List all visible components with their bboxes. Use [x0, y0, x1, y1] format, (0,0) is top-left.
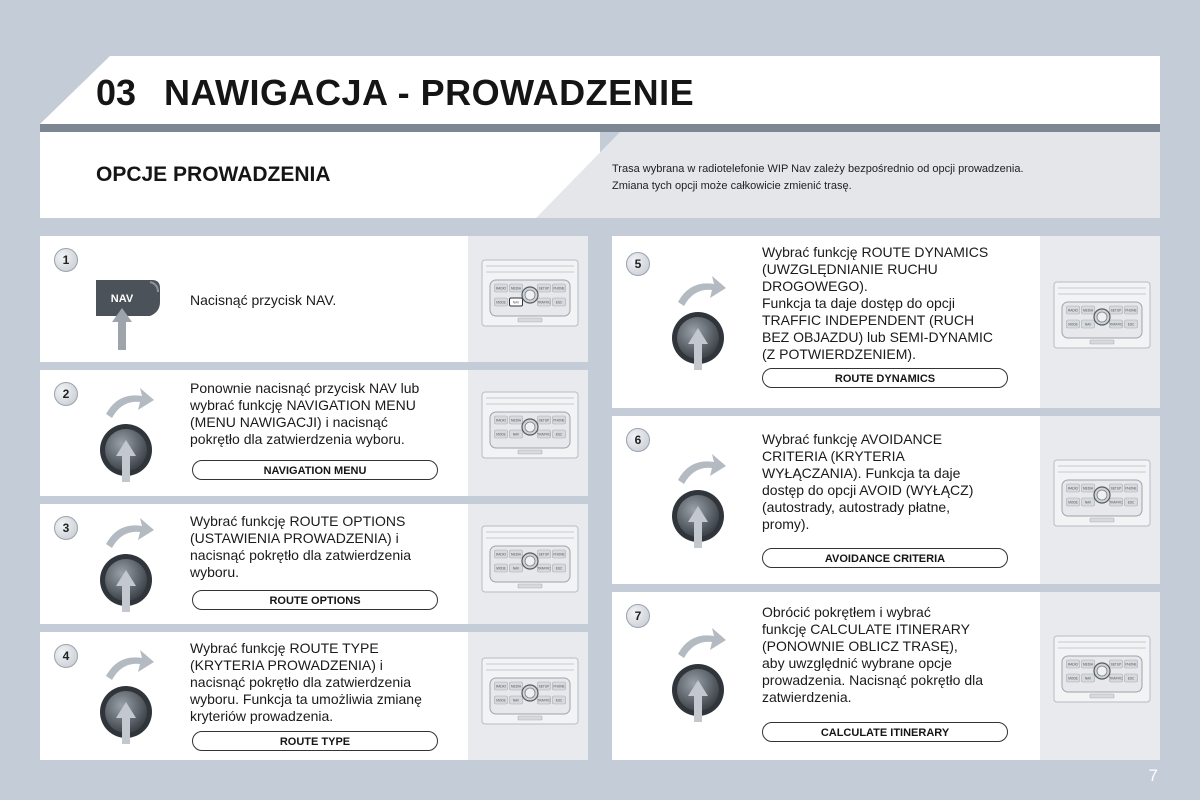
step-text-line: BEZ OBJAZDU) lub SEMI-DYNAMIC [762, 329, 994, 345]
step-card-1 [40, 236, 588, 362]
step-number-badge: 1 [54, 248, 78, 272]
radio-button-label: PHONE [1125, 308, 1137, 313]
step-text [190, 513, 465, 581]
radio-button-label: PHONE [553, 418, 565, 423]
step-text-line: Nacisnąć przycisk NAV. [190, 292, 337, 308]
radio-button-label: TRAFFIC [537, 432, 551, 437]
radio-unit-illustration [1052, 458, 1152, 528]
intro-text [612, 161, 1132, 195]
step-text-line: Obrócić pokrętłem i wybrać [762, 604, 931, 620]
radio-button-label: NAV [512, 698, 520, 703]
step-text-line: (USTAWIENIA PROWADZENIA) i [190, 530, 399, 546]
radio-button-label: PHONE [1125, 662, 1137, 667]
radio-panel [468, 632, 588, 760]
radio-button-label: SETUP [1110, 308, 1122, 313]
radio-button-label: PHONE [553, 286, 565, 291]
radio-button-label: MODE [496, 566, 506, 571]
radio-button-label: NAV [512, 432, 520, 437]
rotary-knob-icon [668, 624, 738, 724]
radio-button-label: NAV [1084, 500, 1092, 505]
radio-button-label: PHONE [553, 684, 565, 689]
radio-panel [1040, 236, 1160, 408]
step-text-line: aby uwzględnić wybrane opcje [762, 655, 952, 671]
radio-panel [1040, 592, 1160, 760]
step-text-line: (Z POTWIERDZENIEM). [762, 346, 916, 362]
radio-button-label: ESC [1127, 676, 1135, 681]
step-text-line: WYŁĄCZANIA). Funkcja ta daje [762, 465, 961, 481]
radio-button-label: RADIO [495, 552, 507, 557]
step-number-badge: 3 [54, 516, 78, 540]
menu-label-pill: AVOIDANCE CRITERIA [762, 548, 1008, 568]
rotary-knob-icon [96, 646, 166, 746]
radio-unit-illustration [480, 258, 580, 328]
chapter-number: 03 [96, 72, 137, 113]
rotate-arrow-icon [678, 454, 726, 484]
radio-button-label: MODE [1068, 322, 1078, 327]
radio-unit-illustration [1052, 280, 1152, 350]
menu-label-pill: NAVIGATION MENU [192, 460, 438, 480]
radio-button-label: RADIO [495, 286, 507, 291]
step-number-badge: 7 [626, 604, 650, 628]
step-text-line: zatwierdzenia. [762, 689, 852, 705]
radio-unit-illustration [480, 524, 580, 594]
step-text [762, 431, 1042, 533]
radio-panel [1040, 416, 1160, 584]
radio-panel [468, 236, 588, 362]
radio-button-label: ESC [555, 566, 563, 571]
step-text-line: promy). [762, 516, 810, 532]
step-text-line: Wybrać funkcję ROUTE TYPE [190, 640, 379, 656]
step-text-line: funkcję CALCULATE ITINERARY [762, 621, 970, 637]
radio-button-label: TRAFFIC [1109, 322, 1123, 327]
radio-button-label: TRAFFIC [537, 300, 551, 305]
step-text-line: Wybrać funkcję ROUTE DYNAMICS [762, 244, 989, 260]
step-text-line: nacisnąć pokrętło dla zatwierdzenia [190, 674, 412, 690]
radio-button-label: PHONE [1125, 486, 1137, 491]
radio-button-label: SETUP [538, 418, 550, 423]
section-title: OPCJE PROWADZENIA [96, 163, 331, 186]
page-title: NAWIGACJA - PROWADZENIE [164, 72, 695, 113]
title-divider [40, 124, 1160, 132]
radio-button-label: ESC [1127, 500, 1135, 505]
radio-button-label: PHONE [553, 552, 565, 557]
radio-unit-illustration [480, 656, 580, 726]
step-text [762, 244, 1042, 363]
rotary-knob-icon [96, 514, 166, 614]
rotary-knob-icon [96, 384, 166, 484]
rotate-arrow-icon [678, 276, 726, 306]
radio-button-label: ESC [555, 300, 563, 305]
radio-button-label: MEDIA [510, 286, 522, 291]
step-text-line: dostęp do opcji AVOID (WYŁĄCZ) [762, 482, 974, 498]
step-number-badge: 5 [626, 252, 650, 276]
radio-panel [468, 504, 588, 624]
step-text-line: (PONOWNIE OBLICZ TRASĘ), [762, 638, 958, 654]
radio-button-label: MEDIA [1082, 486, 1094, 491]
step-text-line: (autostrady, autostrady płatne, [762, 499, 951, 515]
radio-button-label: MEDIA [510, 552, 522, 557]
step-number-badge: 2 [54, 382, 78, 406]
step-card-4 [40, 632, 588, 760]
radio-button-label: TRAFFIC [1109, 500, 1123, 505]
step-text-line: (MENU NAWIGACJI) i nacisnąć [190, 414, 388, 430]
step-text-line: nacisnąć pokrętło dla zatwierdzenia [190, 547, 412, 563]
intro-line: Trasa wybrana w radiotelefonie WIP Nav zależy bezpośrednio od opcji prowadzenia. [612, 163, 1024, 175]
step-card-3 [40, 504, 588, 624]
step-card-6 [612, 416, 1160, 584]
radio-button-label: NAV [1084, 322, 1092, 327]
radio-button-label: TRAFFIC [537, 698, 551, 703]
rotate-arrow-icon [106, 650, 154, 680]
step-text-line: pokrętło dla zatwierdzenia wyboru. [190, 431, 405, 447]
step-number-badge: 6 [626, 428, 650, 452]
radio-button-label: TRAFFIC [537, 566, 551, 571]
step-number-badge: 4 [54, 644, 78, 668]
radio-button-label: MODE [1068, 676, 1078, 681]
radio-button-label: SETUP [538, 684, 550, 689]
radio-unit-illustration [480, 390, 580, 460]
radio-button-label: MODE [496, 300, 506, 305]
rotary-knob-icon [668, 450, 738, 550]
radio-button-label: SETUP [538, 286, 550, 291]
radio-button-label: MEDIA [510, 684, 522, 689]
menu-label-pill: ROUTE DYNAMICS [762, 368, 1008, 388]
radio-button-label: RADIO [1067, 486, 1079, 491]
step-card-2 [40, 370, 588, 496]
step-card-7 [612, 592, 1160, 760]
rotate-arrow-icon [106, 388, 154, 418]
menu-label-pill: CALCULATE ITINERARY [762, 722, 1008, 742]
radio-button-label: ESC [555, 432, 563, 437]
radio-button-label: MEDIA [1082, 308, 1094, 313]
step-text-line: TRAFFIC INDEPENDENT (RUCH [762, 312, 975, 328]
step-text-line: wyboru. [190, 564, 240, 580]
intro-line: Zmiana tych opcji może całkowicie zmienić trasę. [612, 180, 852, 192]
radio-button-label: TRAFFIC [1109, 676, 1123, 681]
radio-unit-illustration [1052, 634, 1152, 704]
step-card-5 [612, 236, 1160, 408]
step-text [190, 292, 460, 309]
nav-button-text: NAV [110, 293, 134, 305]
radio-panel [468, 370, 588, 496]
radio-button-label: RADIO [495, 684, 507, 689]
menu-label-pill: ROUTE OPTIONS [192, 590, 438, 610]
radio-button-label: ESC [1127, 322, 1135, 327]
step-text-line: (KRYTERIA PROWADZENIA) i [190, 657, 383, 673]
radio-button-label: NAV [512, 300, 520, 305]
step-text-line: Wybrać funkcję ROUTE OPTIONS [190, 513, 406, 529]
radio-button-label: NAV [512, 566, 520, 571]
step-text-line: DROGOWEGO). [762, 278, 868, 294]
radio-button-label: MODE [1068, 500, 1078, 505]
step-text-line: kryteriów prowadzenia. [190, 708, 334, 724]
rotate-arrow-icon [106, 518, 154, 548]
nav-button-press-icon [92, 274, 172, 358]
step-text-line: wybrać funkcję NAVIGATION MENU [190, 397, 416, 413]
step-text-line: CRITERIA (KRYTERIA [762, 448, 905, 464]
radio-button-label: ESC [555, 698, 563, 703]
radio-button-label: MEDIA [1082, 662, 1094, 667]
step-text-line: wyboru. Funkcja ta umożliwia zmianę [190, 691, 422, 707]
radio-button-label: NAV [1084, 676, 1092, 681]
step-text-line: Ponownie nacisnąć przycisk NAV lub [190, 380, 420, 396]
step-text-line: Funkcja ta daje dostęp do opcji [762, 295, 956, 311]
rotary-knob-icon [668, 272, 738, 372]
radio-button-label: RADIO [1067, 308, 1079, 313]
menu-label-pill: ROUTE TYPE [192, 731, 438, 751]
radio-button-label: SETUP [1110, 486, 1122, 491]
step-text-line: prowadzenia. Nacisnąć pokrętło dla [762, 672, 984, 688]
radio-button-label: SETUP [1110, 662, 1122, 667]
radio-button-label: RADIO [1067, 662, 1079, 667]
step-text [190, 380, 465, 448]
rotate-arrow-icon [678, 628, 726, 658]
radio-button-label: MEDIA [510, 418, 522, 423]
step-text [762, 604, 1042, 706]
radio-button-label: MODE [496, 698, 506, 703]
radio-button-label: RADIO [495, 418, 507, 423]
step-text [190, 640, 470, 725]
step-text-line: (UWZGLĘDNIANIE RUCHU [762, 261, 938, 277]
page-number: 7 [1148, 766, 1158, 785]
step-text-line: Wybrać funkcję AVOIDANCE [762, 431, 943, 447]
radio-button-label: MODE [496, 432, 506, 437]
radio-button-label: SETUP [538, 552, 550, 557]
